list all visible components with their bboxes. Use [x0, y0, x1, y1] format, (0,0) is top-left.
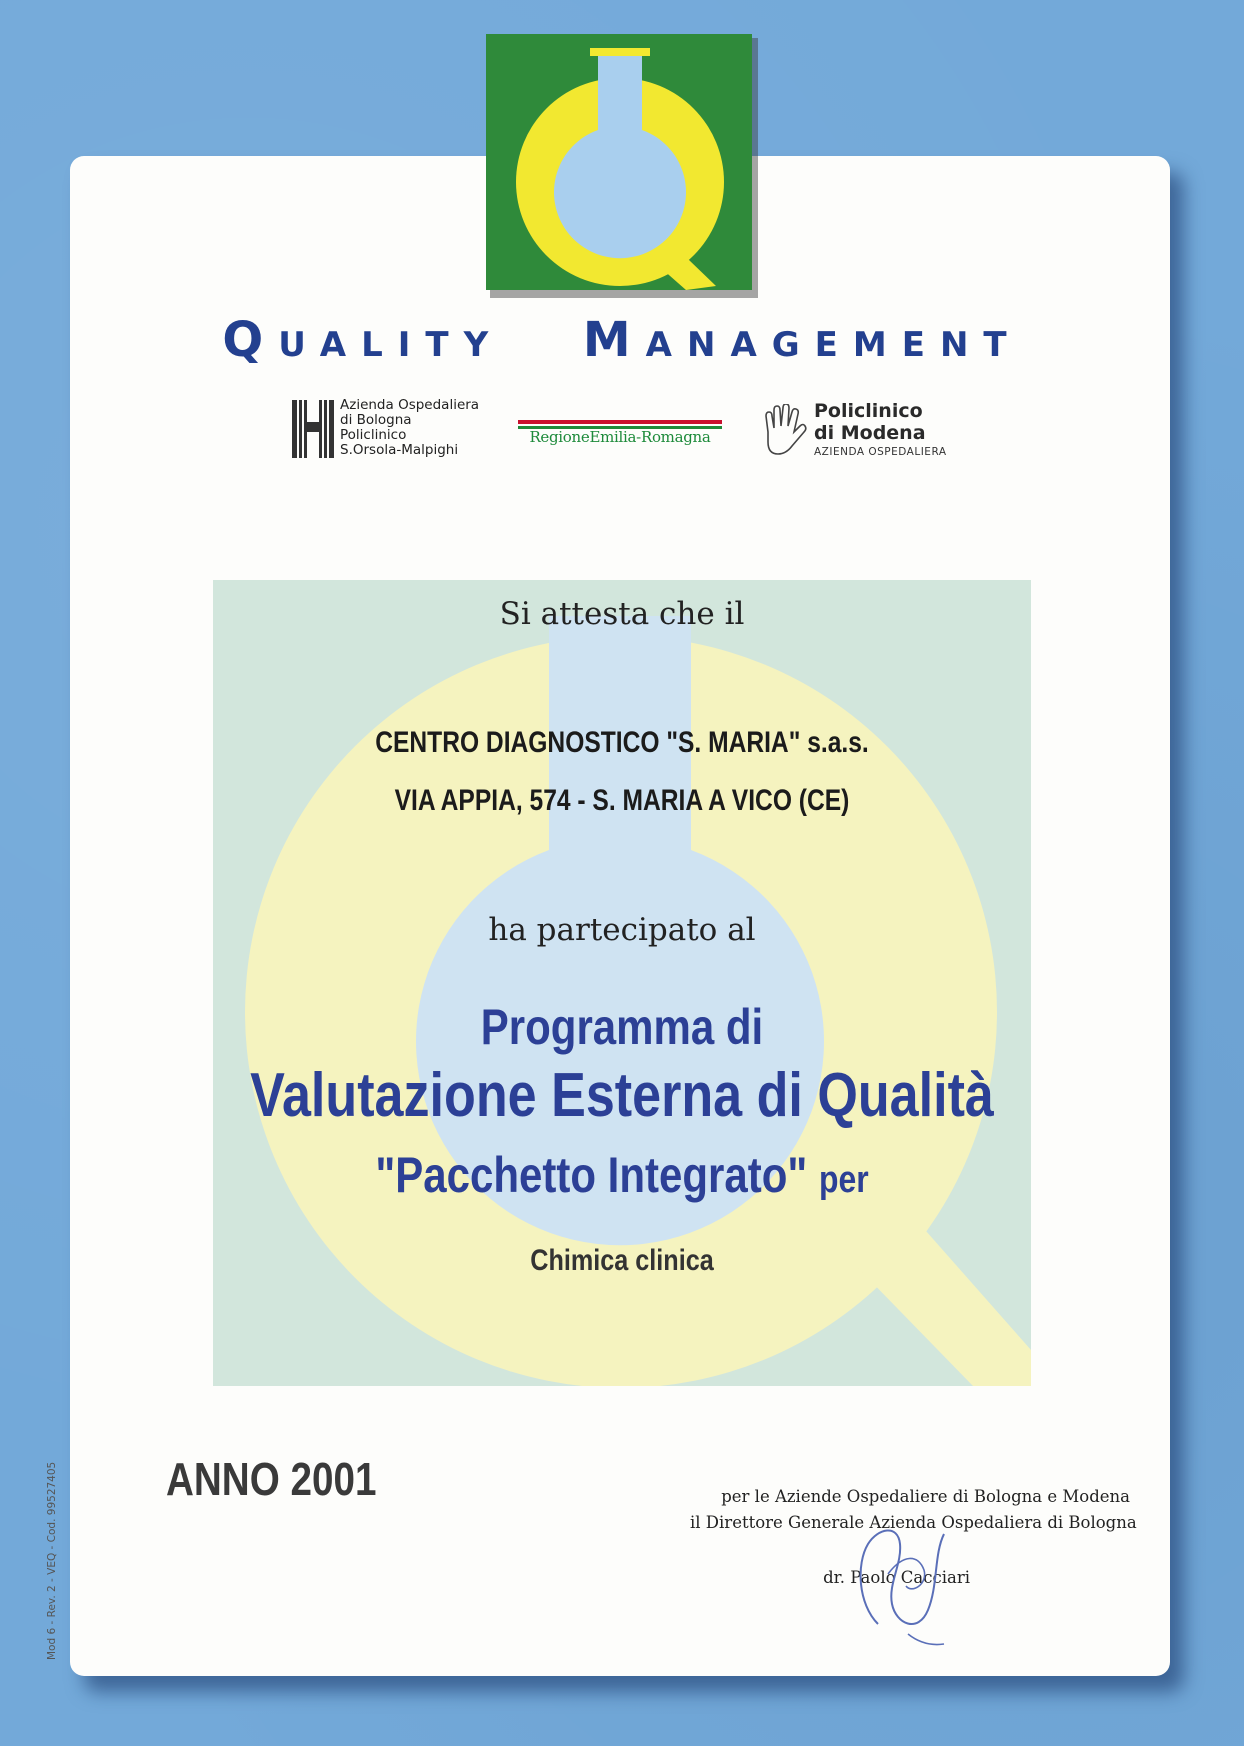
bologna-line-1: Azienda Ospedaliera	[340, 397, 480, 413]
modena-line-3: AZIENDA OSPEDALIERA	[814, 446, 947, 458]
quality-flask-logo	[486, 34, 758, 298]
sign-line-2: il Direttore Generale Azienda Ospedaliera di Bologna	[690, 1513, 1137, 1532]
handwritten-signature	[848, 1514, 958, 1650]
year-label: ANNO 2001	[166, 1453, 377, 1505]
partner-bologna	[292, 398, 522, 462]
bologna-line-4: S.Orsola-Malpighi	[340, 442, 459, 458]
partner-modena	[758, 400, 958, 462]
discipline: Chimica clinica	[530, 1244, 714, 1277]
bologna-line-3: Policlinico	[340, 427, 407, 443]
modena-line-2: di Modena	[814, 422, 926, 444]
participation-text: ha partecipato al	[488, 912, 756, 948]
program-line-1: Programma di	[480, 999, 764, 1055]
regione-name: RegioneEmilia-Romagna	[529, 428, 711, 446]
intro-text: Si attesta che il	[499, 596, 745, 632]
quality-management-title: QUALITY MANAGEMENT	[222, 312, 1022, 368]
recipient-address: VIA APPIA, 574 - S. MARIA A VICO (CE)	[394, 784, 850, 817]
program-line-2: Valutazione Esterna di Qualità	[250, 1061, 994, 1130]
signer-name: dr. Paolo Cacciari	[823, 1568, 970, 1587]
recipient-name: CENTRO DIAGNOSTICO "S. MARIA" s.a.s.	[375, 726, 869, 759]
sign-line-1: per le Aziende Ospedaliere di Bologna e Modena	[721, 1487, 1130, 1506]
hand-icon	[758, 404, 808, 458]
hospital-h-icon	[292, 400, 334, 458]
regione-red-bar	[518, 420, 722, 424]
partner-regione	[518, 418, 722, 452]
modena-line-1: Policlinico	[814, 400, 923, 422]
program-line-3	[100, 1146, 1145, 1204]
bologna-line-2: di Bologna	[340, 412, 412, 428]
form-code: Mod 6 - Rev. 2 - VEQ - Cod. 99527405	[46, 1461, 58, 1660]
program-package-name: "Pacchetto Integrato"	[375, 1147, 808, 1203]
program-per: per	[818, 1159, 869, 1201]
